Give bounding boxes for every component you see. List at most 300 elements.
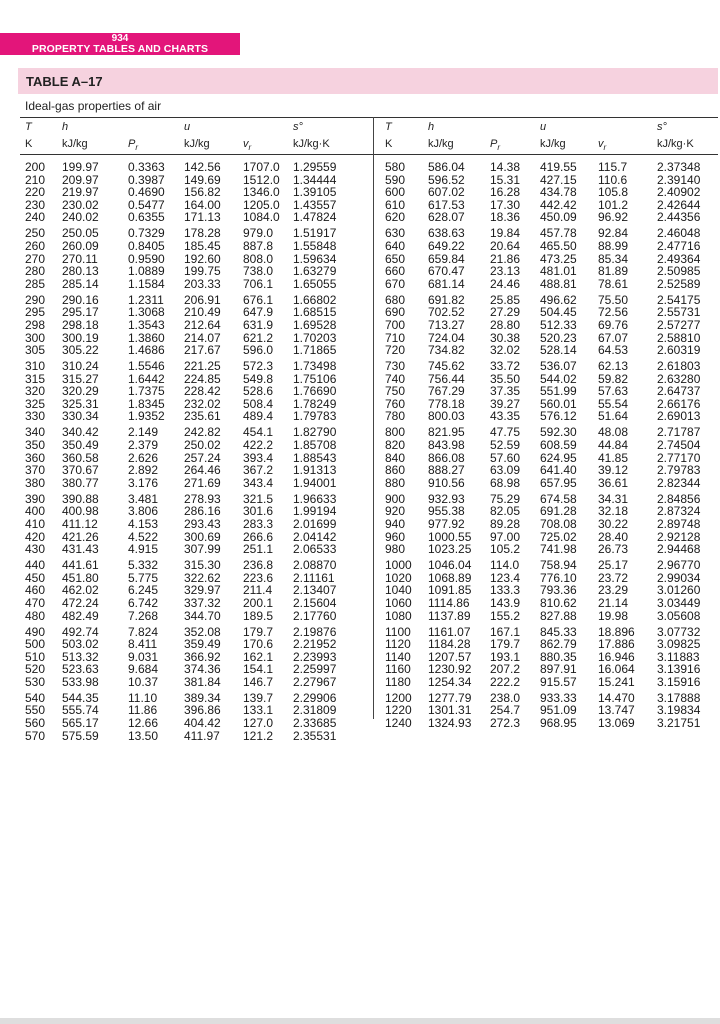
cell-h: 503.02 [62, 637, 99, 652]
cell-vr: 343.4 [243, 475, 274, 490]
cell-h: 932.93 [428, 491, 465, 506]
cell-u: 504.45 [540, 305, 577, 320]
cell-h: 451.80 [62, 570, 99, 585]
cell-T: 1160 [385, 662, 411, 677]
cell-h: 295.17 [62, 305, 99, 320]
cell-h: 290.16 [62, 292, 99, 307]
cell-h: 756.44 [428, 371, 465, 386]
cell-s: 2.37348 [657, 160, 701, 174]
cell-vr: 621.2 [243, 330, 274, 345]
cell-s: 2.29906 [293, 690, 337, 705]
cell-u: 185.45 [184, 238, 221, 253]
cell-T: 270 [25, 251, 46, 266]
cell-Pr: 238.0 [490, 690, 521, 705]
cell-T: 350 [25, 438, 46, 453]
cell-Pr: 0.9590 [128, 251, 165, 266]
header-u-left: u [184, 121, 191, 133]
cell-vr: 85.34 [598, 251, 629, 266]
cell-T: 1080 [385, 608, 412, 623]
cell-T: 1180 [385, 674, 411, 689]
cell-s: 1.76690 [293, 384, 337, 399]
cell-h: 596.52 [428, 172, 465, 187]
cell-s: 2.15604 [293, 595, 337, 610]
cell-Pr: 1.1584 [128, 276, 165, 291]
cell-Pr: 5.775 [128, 570, 159, 585]
cell-u: 352.08 [184, 624, 221, 639]
cell-h: 310.24 [62, 359, 99, 374]
cell-Pr: 18.36 [490, 210, 521, 225]
cell-T: 600 [385, 185, 406, 200]
cell-u: 381.84 [184, 674, 221, 689]
cell-s: 2.01699 [293, 516, 337, 531]
header-h-unit-right: kJ/kg [428, 138, 454, 150]
cell-T: 290 [25, 292, 46, 307]
cell-T: 1120 [385, 637, 411, 652]
cell-s: 1.79783 [293, 409, 337, 424]
cell-Pr: 12.66 [128, 716, 159, 731]
cell-u: 741.98 [540, 542, 577, 557]
cell-Pr: 1.6442 [128, 371, 165, 386]
cell-Pr: 3.481 [128, 491, 159, 506]
cell-Pr: 193.1 [490, 649, 521, 664]
cell-u: 217.67 [184, 343, 221, 358]
cell-s: 3.03449 [657, 595, 701, 610]
cell-T: 325 [25, 396, 46, 411]
cell-h: 649.22 [428, 238, 465, 253]
cell-Pr: 1.5546 [128, 359, 165, 374]
cell-u: 271.69 [184, 475, 221, 490]
cell-s: 2.92128 [657, 529, 701, 544]
header-u-unit-right: kJ/kg [540, 138, 566, 150]
table-row [0, 477, 720, 490]
cell-h: 910.56 [428, 475, 465, 490]
cell-T: 530 [25, 674, 46, 689]
header-s-left: s° [293, 121, 303, 133]
cell-vr: 13.747 [598, 703, 635, 718]
cell-h: 586.04 [428, 160, 465, 174]
cell-T: 730 [385, 359, 406, 374]
cell-u: 657.95 [540, 475, 577, 490]
cell-Pr: 5.332 [128, 558, 159, 573]
page-header-bar [0, 33, 240, 55]
cell-T: 315 [25, 371, 46, 386]
cell-Pr: 11.86 [128, 703, 158, 718]
cell-vr: 30.22 [598, 516, 629, 531]
header-bottom-rule [20, 154, 718, 155]
page-number: 934 [111, 33, 129, 44]
cell-vr: 236.8 [243, 558, 274, 573]
cell-Pr: 2.149 [128, 425, 159, 440]
cell-Pr: 20.64 [490, 238, 521, 253]
cell-u: 434.78 [540, 185, 577, 200]
header-vr-right: $v_r$ [598, 138, 607, 153]
cell-vr: 62.13 [598, 359, 629, 374]
cell-Pr: 0.7329 [128, 226, 165, 241]
cell-T: 1040 [385, 583, 412, 598]
right-row-group [0, 161, 720, 224]
cell-T: 240 [25, 210, 46, 225]
cell-Pr: 0.8405 [128, 238, 165, 253]
cell-Pr: 179.7 [490, 637, 521, 652]
cell-u: 457.78 [540, 226, 577, 241]
cell-u: 210.49 [184, 305, 221, 320]
cell-vr: 115.7 [598, 160, 628, 174]
cell-T: 1020 [385, 570, 412, 585]
cell-vr: 69.76 [598, 317, 629, 332]
cell-s: 2.64737 [657, 384, 701, 399]
cell-h: 1324.93 [428, 716, 472, 731]
cell-vr: 25.17 [598, 558, 629, 573]
cell-u: 315.30 [184, 558, 221, 573]
cell-h: 734.82 [428, 343, 465, 358]
header-s-right: s° [657, 121, 667, 133]
cell-Pr: 3.806 [128, 504, 159, 519]
cell-T: 590 [385, 172, 406, 187]
cell-s: 1.69528 [293, 317, 337, 332]
cell-h: 280.13 [62, 264, 99, 279]
cell-Pr: 0.6355 [128, 210, 165, 225]
cell-Pr: 25.85 [490, 292, 521, 307]
cell-vr: 1707.0 [243, 160, 280, 174]
cell-u: 544.02 [540, 371, 577, 386]
cell-T: 1060 [385, 595, 412, 610]
cell-u: 512.33 [540, 317, 577, 332]
cell-vr: 454.1 [243, 425, 274, 440]
cell-h: 441.61 [62, 558, 99, 573]
cell-u: 171.13 [184, 210, 221, 225]
cell-Pr: 2.626 [128, 450, 159, 465]
cell-Pr: 114.0 [490, 558, 520, 573]
cell-Pr: 0.4690 [128, 185, 165, 200]
cell-vr: 549.8 [243, 371, 274, 386]
table-row [0, 464, 720, 477]
header-s-unit-left: kJ/kg·K [293, 138, 330, 150]
cell-T: 310 [25, 359, 46, 374]
cell-s: 2.49364 [657, 251, 701, 266]
cell-vr: 16.946 [598, 649, 635, 664]
cell-u: 300.69 [184, 529, 221, 544]
cell-s: 2.84856 [657, 491, 701, 506]
cell-h: 659.84 [428, 251, 465, 266]
cell-h: 1161.07 [428, 624, 471, 639]
cell-s: 1.91313 [293, 463, 337, 478]
cell-u: 389.34 [184, 690, 221, 705]
cell-vr: 133.1 [243, 703, 274, 718]
cell-u: 560.01 [540, 396, 577, 411]
cell-T: 580 [385, 160, 406, 174]
table-row [0, 439, 720, 452]
cell-vr: 179.7 [243, 624, 274, 639]
cell-s: 2.44356 [657, 210, 701, 225]
cell-u: 214.07 [184, 330, 221, 345]
cell-vr: 28.40 [598, 529, 629, 544]
cell-s: 2.77170 [657, 450, 701, 465]
cell-Pr: 75.29 [490, 491, 521, 506]
cell-s: 1.88543 [293, 450, 337, 465]
cell-T: 700 [385, 317, 406, 332]
cell-h: 411.12 [62, 516, 98, 531]
cell-Pr: 35.50 [490, 371, 521, 386]
cell-h: 482.49 [62, 608, 99, 623]
cell-Pr: 2.892 [128, 463, 159, 478]
cell-s: 2.74504 [657, 438, 701, 453]
cell-u: 329.97 [184, 583, 221, 598]
cell-s: 2.27967 [293, 674, 337, 689]
cell-vr: 96.92 [598, 210, 629, 225]
cell-Pr: 52.59 [490, 438, 521, 453]
cell-vr: 64.53 [598, 343, 629, 358]
table-title-bar [18, 68, 718, 94]
cell-vr: 55.54 [598, 396, 629, 411]
cell-s: 2.06533 [293, 542, 337, 557]
cell-h: 670.47 [428, 264, 465, 279]
cell-vr: 39.12 [598, 463, 629, 478]
cell-u: 359.49 [184, 637, 221, 652]
cell-u: 228.42 [184, 384, 221, 399]
cell-s: 2.61803 [657, 359, 701, 374]
cell-u: 845.33 [540, 624, 577, 639]
cell-h: 320.29 [62, 384, 99, 399]
cell-vr: 16.064 [598, 662, 635, 677]
cell-vr: 321.5 [243, 491, 274, 506]
cell-s: 1.43557 [293, 197, 337, 212]
cell-Pr: 0.3363 [128, 160, 165, 174]
cell-Pr: 1.3860 [128, 330, 165, 345]
cell-vr: 51.64 [598, 409, 629, 424]
cell-Pr: 27.29 [490, 305, 521, 320]
cell-vr: 67.07 [598, 330, 629, 345]
cell-T: 630 [385, 226, 406, 241]
cell-h: 513.32 [62, 649, 99, 664]
cell-h: 492.74 [62, 624, 99, 639]
cell-u: 366.92 [184, 649, 221, 664]
table-row [0, 597, 720, 610]
cell-u: 691.28 [540, 504, 577, 519]
cell-u: 551.99 [540, 384, 577, 399]
section-title: PROPERTY TABLES AND CHARTS [31, 43, 209, 55]
table-row [0, 717, 720, 730]
cell-h: 1137.89 [428, 608, 471, 623]
cell-T: 500 [25, 637, 46, 652]
cell-vr: 367.2 [243, 463, 274, 478]
cell-s: 2.08870 [293, 558, 337, 573]
cell-vr: 110.6 [598, 172, 628, 187]
cell-u: 337.32 [184, 595, 221, 610]
cell-h: 533.98 [62, 674, 99, 689]
cell-vr: 979.0 [243, 226, 274, 241]
cell-h: 778.18 [428, 396, 465, 411]
cell-vr: 105.8 [598, 185, 629, 200]
cell-T: 900 [385, 491, 406, 506]
cell-T: 1200 [385, 690, 412, 705]
cell-h: 1301.31 [428, 703, 472, 718]
table-row [0, 663, 720, 676]
cell-Pr: 222.2 [490, 674, 521, 689]
cell-Pr: 39.27 [490, 396, 521, 411]
cell-u: 142.56 [184, 160, 221, 174]
cell-Pr: 30.38 [490, 330, 521, 345]
cell-s: 1.94001 [293, 475, 337, 490]
cell-Pr: 68.98 [490, 475, 521, 490]
table-title: TABLE A–17 [26, 74, 103, 89]
cell-Pr: 9.684 [128, 662, 159, 677]
cell-u: 286.16 [184, 504, 221, 519]
cell-s: 2.50985 [657, 264, 701, 279]
cell-T: 640 [385, 238, 406, 253]
table-row [0, 344, 720, 357]
cell-T: 410 [25, 516, 46, 531]
cell-s: 3.09825 [657, 637, 701, 652]
cell-Pr: 272.3 [490, 716, 521, 731]
cell-s: 2.89748 [657, 516, 701, 531]
cell-u: 178.28 [184, 226, 221, 241]
cell-h: 745.62 [428, 359, 465, 374]
cell-vr: 301.6 [243, 504, 274, 519]
cell-u: 192.60 [184, 251, 221, 266]
cell-h: 1277.79 [428, 690, 472, 705]
cell-T: 490 [25, 624, 46, 639]
table-row [0, 559, 720, 572]
cell-u: 206.91 [184, 292, 221, 307]
cell-Pr: 155.2 [490, 608, 521, 623]
cell-u: 307.99 [184, 542, 221, 557]
header-h-right: h [428, 121, 435, 133]
cell-u: 419.55 [540, 160, 577, 174]
cell-s: 2.39140 [657, 172, 701, 187]
cell-T: 250 [25, 226, 46, 241]
cell-u: 528.14 [540, 343, 577, 358]
cell-Pr: 32.02 [490, 343, 521, 358]
header-T-unit-left: K [25, 138, 33, 150]
cell-s: 1.55848 [293, 238, 337, 253]
cell-Pr: 17.30 [490, 197, 521, 212]
cell-s: 2.33685 [293, 716, 337, 731]
cell-s: 2.40902 [657, 185, 701, 200]
header-u-right: u [540, 121, 547, 133]
table-row [0, 360, 720, 373]
cell-u: 608.59 [540, 438, 577, 453]
cell-s: 1.78249 [293, 396, 337, 411]
cell-s: 2.57277 [657, 317, 701, 332]
cell-Pr: 3.176 [128, 475, 159, 490]
cell-T: 370 [25, 463, 46, 478]
cell-s: 2.11161 [293, 570, 335, 585]
table-row [0, 265, 720, 278]
table-row [0, 638, 720, 651]
cell-u: 862.79 [540, 637, 577, 652]
cell-h: 1023.25 [428, 542, 472, 557]
header-T-right: T [385, 121, 392, 133]
cell-Pr: 21.86 [490, 251, 521, 266]
cell-vr: 251.1 [243, 542, 274, 557]
cell-s: 1.39105 [293, 185, 337, 200]
header-vr-left: $v_r$ [243, 138, 252, 153]
cell-h: 977.92 [428, 516, 465, 531]
cell-h: 888.27 [428, 463, 465, 478]
cell-Pr: 37.35 [490, 384, 521, 399]
cell-u: 450.09 [540, 210, 577, 225]
cell-h: 350.49 [62, 438, 99, 453]
cell-Pr: 167.1 [490, 624, 521, 639]
cell-Pr: 13.50 [128, 728, 159, 743]
table-subtitle: Ideal-gas properties of air [25, 99, 162, 113]
cell-T: 1240 [385, 716, 412, 731]
cell-T: 450 [25, 570, 46, 585]
cell-s: 1.71865 [293, 343, 337, 358]
cell-u: 411.97 [184, 728, 220, 743]
cell-vr: 101.2 [598, 197, 629, 212]
cell-u: 968.95 [540, 716, 577, 731]
cell-u: 250.02 [184, 438, 221, 453]
cell-s: 1.99194 [293, 504, 337, 519]
cell-h: 1046.04 [428, 558, 472, 573]
cell-vr: 393.4 [243, 450, 274, 465]
cell-T: 440 [25, 558, 46, 573]
cell-s: 1.75106 [293, 371, 337, 386]
cell-T: 940 [385, 516, 406, 531]
table-top-rule [20, 117, 718, 118]
cell-s: 2.54175 [657, 292, 701, 307]
cell-s: 3.11883 [657, 649, 700, 664]
cell-vr: 17.886 [598, 637, 635, 652]
cell-h: 298.18 [62, 317, 99, 332]
right-row-group [0, 426, 720, 489]
cell-Pr: 143.9 [490, 595, 521, 610]
cell-u: 488.81 [540, 276, 577, 291]
cell-Pr: 1.3068 [128, 305, 165, 320]
cell-u: 776.10 [540, 570, 577, 585]
cell-T: 480 [25, 608, 46, 623]
cell-h: 691.82 [428, 292, 465, 307]
cell-T: 760 [385, 396, 406, 411]
cell-s: 3.05608 [657, 608, 701, 623]
cell-vr: 19.98 [598, 608, 629, 623]
cell-vr: 572.3 [243, 359, 274, 374]
cell-h: 230.02 [62, 197, 99, 212]
cell-h: 955.38 [428, 504, 465, 519]
cell-s: 2.31809 [293, 703, 337, 718]
cell-s: 2.87324 [657, 504, 701, 519]
cell-vr: 508.4 [243, 396, 274, 411]
cell-Pr: 0.5477 [128, 197, 165, 212]
cell-Pr: 207.2 [490, 662, 521, 677]
cell-vr: 189.5 [243, 608, 274, 623]
cell-vr: 15.241 [598, 674, 635, 689]
cell-Pr: 7.268 [128, 608, 159, 623]
cell-h: 360.58 [62, 450, 99, 465]
cell-s: 1.63279 [293, 264, 337, 279]
cell-vr: 808.0 [243, 251, 274, 266]
header-T-left: T [25, 121, 32, 133]
cell-s: 2.23993 [293, 649, 337, 664]
cell-Pr: 33.72 [490, 359, 521, 374]
cell-h: 250.05 [62, 226, 99, 241]
cell-vr: 34.31 [598, 491, 629, 506]
cell-s: 2.55731 [657, 305, 701, 320]
cell-s: 2.35531 [293, 728, 337, 743]
cell-T: 670 [385, 276, 406, 291]
cell-h: 209.97 [62, 172, 99, 187]
cell-Pr: 97.00 [490, 529, 521, 544]
cell-u: 322.62 [184, 570, 221, 585]
cell-s: 2.17760 [293, 608, 337, 623]
cell-u: 264.46 [184, 463, 221, 478]
cell-vr: 36.61 [598, 475, 629, 490]
cell-T: 340 [25, 425, 46, 440]
table-row [0, 518, 720, 531]
cell-h: 866.08 [428, 450, 465, 465]
cell-Pr: 1.2311 [128, 292, 164, 307]
